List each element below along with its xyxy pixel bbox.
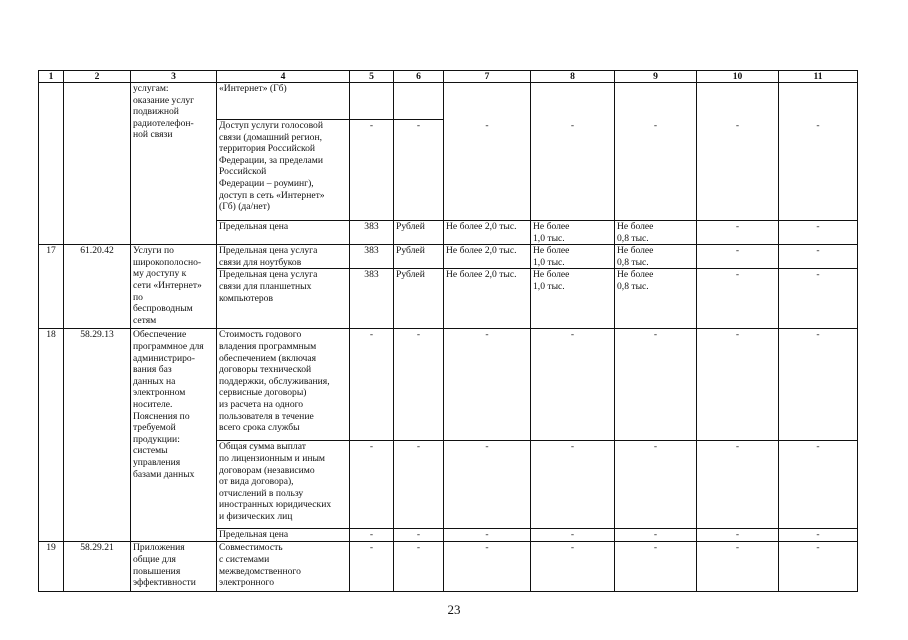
value-cell: -	[394, 441, 444, 529]
header-cell: 11	[779, 71, 858, 83]
value-cell: -	[350, 542, 394, 592]
value-cell: -	[697, 529, 779, 542]
value-cell: -	[350, 529, 394, 542]
header-cell: 1	[39, 71, 64, 83]
value-cell: -	[615, 542, 697, 592]
value-cell: -	[779, 245, 858, 269]
value-cell: Не более 1,0 тыс.	[531, 221, 615, 245]
value-cell: Не более 0,8 тыс.	[615, 245, 697, 269]
value-cell: -	[697, 329, 779, 441]
value-cell: Не более 1,0 тыс.	[531, 245, 615, 269]
header-cell: 10	[697, 71, 779, 83]
header-cell: 9	[615, 71, 697, 83]
header-cell: 4	[217, 71, 350, 83]
value-cell: -	[779, 542, 858, 592]
value-cell: -	[615, 329, 697, 441]
value-cell: -	[531, 441, 615, 529]
row-number-cell: 19	[39, 542, 64, 592]
characteristic-cell: Предельная цена услуга связи для ноутбуков	[217, 245, 350, 269]
row-number-cell	[39, 83, 64, 245]
unit-code-cell: 383	[350, 245, 394, 269]
table-row	[39, 83, 858, 120]
service-name-cell: Услуги по широкополосно- му доступу к сети «Интернет» по беспроводным сетям	[131, 245, 217, 329]
code-cell: 58.29.21	[64, 542, 131, 592]
unit-name-cell: Рублей	[394, 269, 444, 329]
value-cell: -	[697, 245, 779, 269]
value-cell	[531, 83, 615, 120]
characteristic-cell: Доступ услуги голосовой связи (домашний регион, территория Российской Федерации, за пределами Российской Федерации – роуминг), доступ в сеть «Интернет» (Гб) (да/нет)	[217, 120, 350, 221]
characteristic-cell: Стоимость годового владения программным обеспечением (включая договоры технической поддержки, обслуживания, сервисные договоры) из расчета на одного пользователя в течение всего срока службы	[217, 329, 350, 441]
unit-name-cell: Рублей	[394, 221, 444, 245]
header-cell: 8	[531, 71, 615, 83]
value-cell: -	[531, 542, 615, 592]
value-cell	[350, 83, 394, 120]
row-number-cell: 17	[39, 245, 64, 329]
value-cell: -	[444, 120, 531, 221]
value-cell	[444, 83, 531, 120]
characteristic-cell: Совместимость с системами межведомственного электронного	[217, 542, 350, 592]
value-cell: -	[531, 329, 615, 441]
value-cell: -	[697, 441, 779, 529]
unit-code-cell: 383	[350, 269, 394, 329]
value-cell: -	[444, 329, 531, 441]
service-name-cell: Обеспечение программное для администриро- вания баз данных на электронном носителе. Пояснения по требуемой продукции: системы управления базами данных	[131, 329, 217, 542]
characteristic-cell: «Интернет» (Гб)	[217, 83, 350, 120]
value-cell: -	[697, 221, 779, 245]
value-cell: -	[394, 329, 444, 441]
characteristic-cell: Предельная цена услуга связи для планшетных компьютеров	[217, 269, 350, 329]
value-cell: -	[350, 329, 394, 441]
value-cell: Не более 0,8 тыс.	[615, 221, 697, 245]
document-table	[38, 70, 858, 592]
value-cell: -	[531, 529, 615, 542]
value-cell: Не более 2,0 тыс.	[444, 269, 531, 329]
value-cell: -	[350, 120, 394, 221]
service-name-cell: Приложения общие для повышения эффективности	[131, 542, 217, 592]
value-cell	[697, 83, 779, 120]
header-cell: 6	[394, 71, 444, 83]
page-number: 23	[447, 602, 461, 617]
value-cell: -	[779, 120, 858, 221]
row-number-cell: 18	[39, 329, 64, 542]
value-cell: -	[697, 269, 779, 329]
value-cell: -	[394, 120, 444, 221]
table-row	[39, 542, 858, 592]
code-cell: 61.20.42	[64, 245, 131, 329]
value-cell: -	[615, 120, 697, 221]
value-cell: -	[394, 529, 444, 542]
value-cell: -	[350, 441, 394, 529]
value-cell: Не более 1,0 тыс.	[531, 269, 615, 329]
code-cell	[64, 83, 131, 245]
unit-code-cell: 383	[350, 221, 394, 245]
value-cell	[779, 83, 858, 120]
service-name-cell: услугам: оказание услуг подвижной радиотелефон- ной связи	[131, 83, 217, 245]
unit-name-cell: Рублей	[394, 245, 444, 269]
value-cell	[394, 83, 444, 120]
table-row	[39, 329, 858, 441]
value-cell: Не более 2,0 тыс.	[444, 221, 531, 245]
value-cell: -	[531, 120, 615, 221]
header-cell: 2	[64, 71, 131, 83]
value-cell: -	[444, 542, 531, 592]
characteristic-cell: Предельная цена	[217, 221, 350, 245]
header-cell: 3	[131, 71, 217, 83]
value-cell: -	[779, 269, 858, 329]
value-cell: -	[444, 441, 531, 529]
value-cell: -	[779, 221, 858, 245]
value-cell: -	[779, 329, 858, 441]
value-cell: -	[697, 542, 779, 592]
value-cell: -	[779, 529, 858, 542]
code-cell: 58.29.13	[64, 329, 131, 542]
characteristic-cell: Предельная цена	[217, 529, 350, 542]
value-cell: -	[444, 529, 531, 542]
value-cell: -	[394, 542, 444, 592]
value-cell	[615, 83, 697, 120]
table-row	[39, 245, 858, 269]
value-cell: -	[615, 441, 697, 529]
value-cell: -	[697, 120, 779, 221]
header-cell: 7	[444, 71, 531, 83]
header-cell: 5	[350, 71, 394, 83]
value-cell: Не более 0,8 тыс.	[615, 269, 697, 329]
header-row	[39, 71, 858, 83]
value-cell: Не более 2,0 тыс.	[444, 245, 531, 269]
value-cell: -	[779, 441, 858, 529]
characteristic-cell: Общая сумма выплат по лицензионным и иным договорам (независимо от вида договора), отчислений в пользу иностранных юридических и физических лиц	[217, 441, 350, 529]
value-cell: -	[615, 529, 697, 542]
